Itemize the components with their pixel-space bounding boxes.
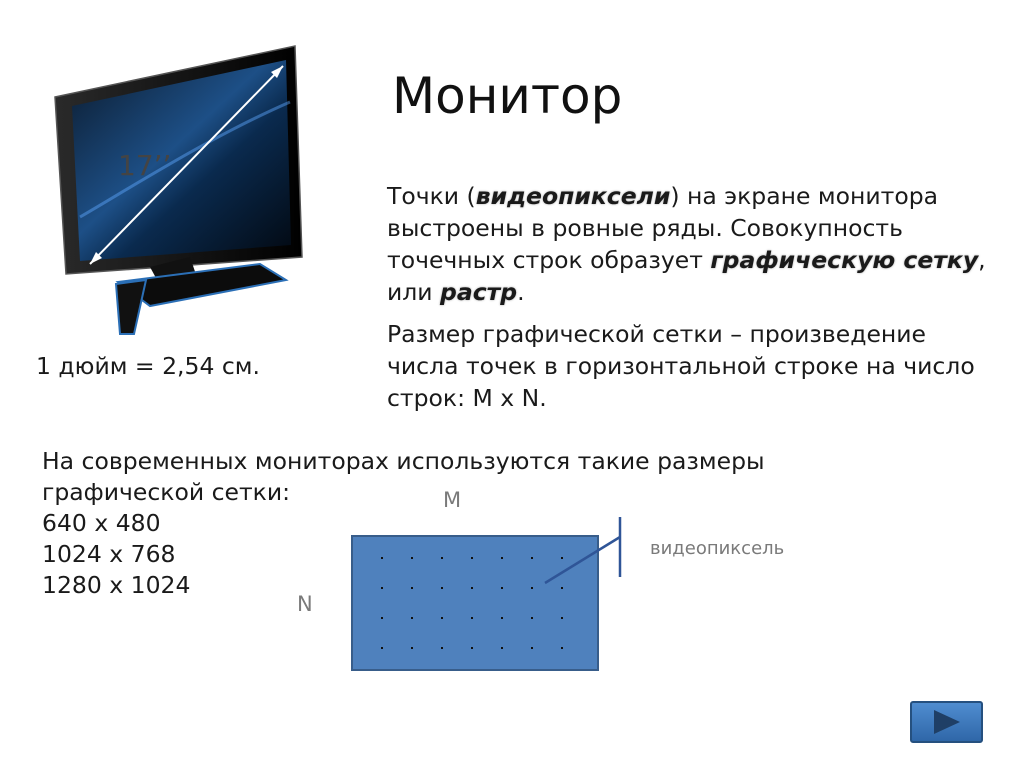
grid-label-m: M: [443, 488, 462, 512]
grid-pixel-dot: [381, 617, 383, 619]
grid-pixel-dot: [561, 587, 563, 589]
grid-pixel-dot: [501, 557, 503, 559]
resolution-item: 1024 x 768: [42, 540, 176, 568]
videopixel-pointer: [540, 515, 630, 585]
term-raster: растр: [440, 278, 518, 306]
grid-pixel-dot: [531, 647, 533, 649]
grid-pixel-dot: [471, 587, 473, 589]
grid-pixel-dot: [471, 617, 473, 619]
grid-pixel-dot: [501, 647, 503, 649]
grid-pixel-dot: [501, 587, 503, 589]
term-videopixels: видеопиксели: [475, 182, 671, 210]
grid-pixel-dot: [381, 557, 383, 559]
grid-pixel-dot: [411, 587, 413, 589]
grid-pixel-dot: [411, 557, 413, 559]
grid-pixel-dot: [411, 617, 413, 619]
resolutions-intro: На современных мониторах используются такие размеры графической сетки:: [42, 447, 765, 506]
grid-pixel-dot: [561, 617, 563, 619]
grid-label-n: N: [297, 592, 313, 616]
pixel-definition-paragraph: Точки (видеопиксели) на экране монитора выстроены в ровные ряды. Совокупность точечных строк образует графическую сетку, или растр.: [387, 182, 986, 306]
grid-pixel-dot: [531, 587, 533, 589]
grid-pixel-dot: [381, 587, 383, 589]
grid-pixel-dot: [381, 647, 383, 649]
monitor-stand-leg: [116, 280, 146, 334]
grid-pixel-dot: [471, 557, 473, 559]
videopixel-label: видеопиксель: [650, 538, 785, 559]
grid-pixel-dot: [531, 617, 533, 619]
diagonal-label: 17’’: [118, 149, 172, 182]
grid-pixel-dot: [501, 617, 503, 619]
grid-pixel-dot: [471, 647, 473, 649]
resolution-item: 640 x 480: [42, 509, 161, 537]
grid-pixel-dot: [441, 647, 443, 649]
term-graphic-grid: графическую сетку: [710, 246, 979, 274]
monitor-illustration: [50, 42, 310, 342]
grid-pixel-dot: [561, 647, 563, 649]
grid-size-paragraph: Размер графической сетки – произведение числа точек в горизонтальной строке на число строк: M x N.: [387, 320, 975, 412]
next-slide-button[interactable]: [910, 701, 983, 743]
grid-pixel-dot: [441, 617, 443, 619]
grid-pixel-dot: [441, 557, 443, 559]
resolution-item: 1280 x 1024: [42, 571, 191, 599]
play-arrow-icon: [930, 708, 964, 736]
grid-pixel-dot: [531, 557, 533, 559]
slide-title: Монитор: [392, 67, 623, 125]
grid-pixel-dot: [441, 587, 443, 589]
inch-conversion-note: 1 дюйм = 2,54 см.: [36, 352, 260, 380]
grid-pixel-dot: [411, 647, 413, 649]
